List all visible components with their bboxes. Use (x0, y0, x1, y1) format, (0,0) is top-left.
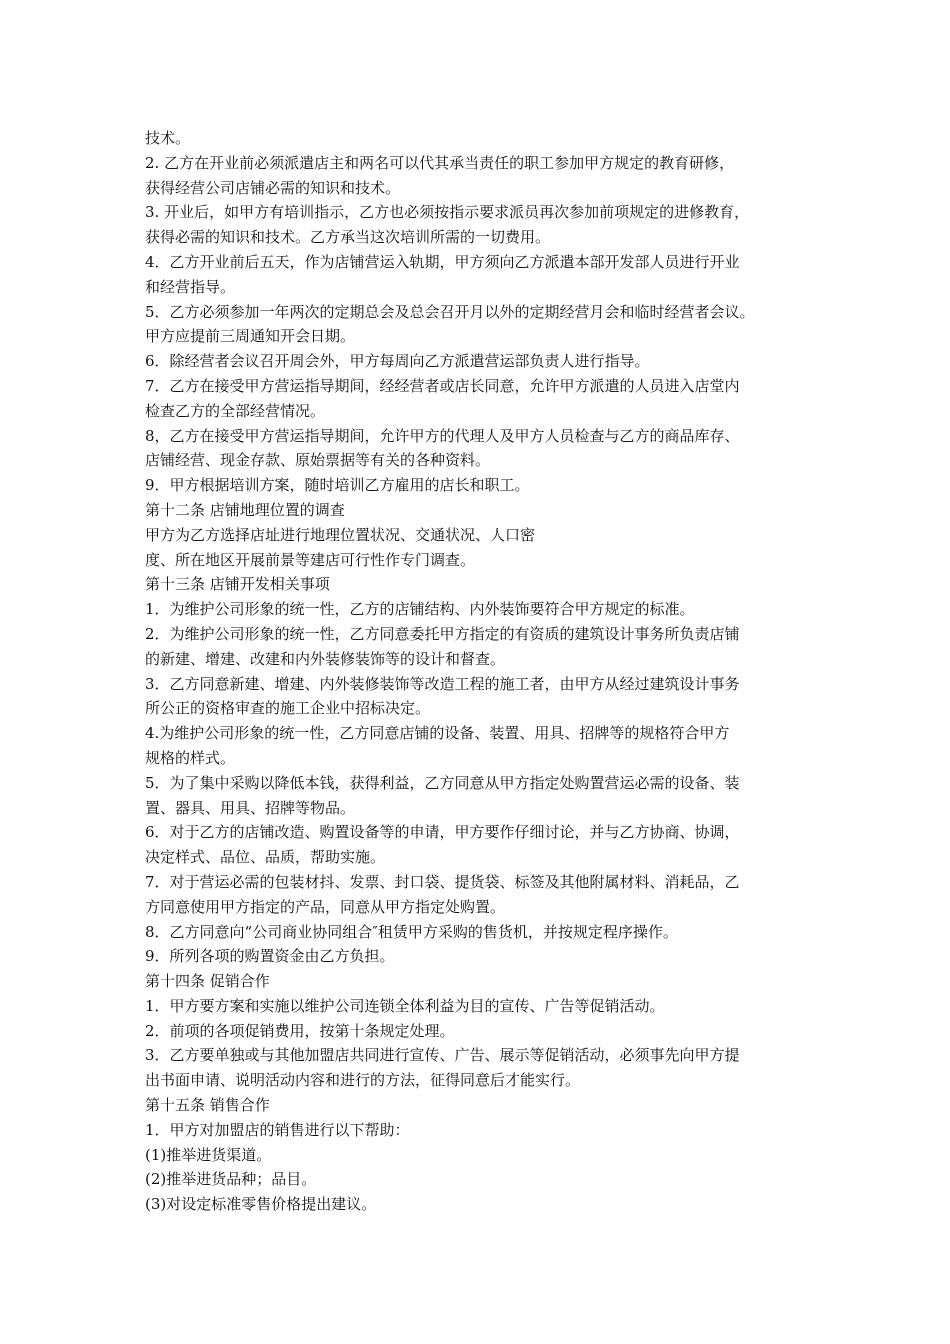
text-line: 检查乙方的全部经营情况。 (145, 401, 326, 420)
text-line: 5．为了集中采购以降低本钱，获得利益，乙方同意从甲方指定处购置营运必需的设备、装 (145, 773, 740, 792)
text-line: 规格的样式。 (145, 748, 236, 767)
text-line: 6．除经营者会议召开周会外，甲方每周向乙方派遣营运部负责人进行指导。 (145, 352, 650, 371)
text-line: 技术。 (145, 129, 191, 147)
document-body (145, 126, 825, 1217)
text-line: 决定样式、品位、品质，帮助实施。 (145, 848, 386, 867)
text-line: 4．乙方开业前后五天，作为店铺营运入轨期，甲方须向乙方派遣本部开发部人员进行开业 (145, 252, 740, 271)
section-heading: 第十五条 销售合作 (145, 1096, 270, 1115)
section-heading: 第十二条 店铺地理位置的调查 (145, 500, 345, 519)
text-line: 6．对于乙方的店铺改造、购置设备等的申请，甲方要作仔细讨论，并与乙方协商、协调， (145, 823, 740, 842)
text-line: 1．甲方要方案和实施以维护公司连锁全体利益为目的宣传、广告等促销活动。 (145, 996, 665, 1015)
text-line: 甲方应提前三周通知开会日期。 (145, 327, 356, 346)
text-line: 1．为维护公司形象的统一性，乙方的店铺结构、内外装饰要符合甲方规定的标准。 (145, 600, 695, 619)
text-line: 2. 乙方在开业前必须派遣店主和两名可以代其承当责任的职工参加甲方规定的教育研修， (145, 153, 735, 172)
section-heading: 第十三条 店铺开发相关事项 (145, 575, 330, 594)
text-line: 出书面申请、说明活动内容和进行的方法，征得同意后才能实行。 (145, 1071, 581, 1090)
text-line: 置、器具、用具、招牌等物品。 (145, 798, 356, 817)
text-line: 9．甲方根据培训方案，随时培训乙方雇用的店长和职工。 (145, 476, 530, 495)
text-line: 2．前项的各项促销费用，按第十条规定处理。 (145, 1021, 455, 1040)
text-line: 3．乙方同意新建、增建、内外装修装饰等改造工程的施工者，由甲方从经过建筑设计事务 (145, 674, 740, 693)
text-line: 的新建、增建、改建和内外装修装饰等的设计和督查。 (145, 649, 506, 668)
text-line: 3. 开业后，如甲方有培训指示，乙方也必须按指示要求派员再次参加前项规定的进修教育， (145, 203, 750, 222)
text-line: 所公正的资格审查的施工企业中招标决定。 (145, 699, 431, 718)
text-line: 8．乙方同意向“公司商业协同组合″租赁甲方采购的售货机，并按规定程序操作。 (145, 922, 678, 941)
section-heading: 第十四条 促销合作 (145, 972, 270, 991)
text-line: 7．乙方在接受甲方营运指导期间，经经营者或店长同意，允许甲方派遣的人员进入店堂内 (145, 376, 740, 395)
text-line: 度、所在地区开展前景等建店可行性作专门调查。 (145, 550, 476, 569)
text-line: 7．对于营运必需的包装材抖、发票、封口袋、提货袋、标签及其他附属材料、消耗品，乙 (145, 872, 740, 891)
text-line: 甲方为乙方选择店址进行地理位置状况、交通状况、人口密 (145, 525, 536, 544)
text-line: 2．为维护公司形象的统一性，乙方同意委托甲方指定的有资质的建筑设计事务所负责店铺 (145, 624, 740, 643)
text-line: (3)对设定标准零售价格提出建议。 (145, 1195, 377, 1214)
text-line: (1)推举进货渠道。 (145, 1145, 272, 1164)
text-line: 店铺经营、现金存款、原始票据等有关的各种资料。 (145, 451, 491, 470)
text-line: 9．所列各项的购置资金由乙方负担。 (145, 947, 395, 966)
text-line: 获得必需的知识和技术。乙方承当这次培训所需的一切费用。 (145, 228, 551, 247)
text-line: 方同意使用甲方指定的产品，同意从甲方指定处购置。 (145, 897, 506, 916)
text-line: 获得经营公司店铺必需的知识和技术。 (145, 178, 401, 197)
text-line: 4.为维护公司形象的统一性，乙方同意店铺的设备、装置、用具、招牌等的规格符合甲方 (145, 724, 730, 743)
text-line: (2)推举进货品种；品目。 (145, 1170, 317, 1189)
text-line: 8，乙方在接受甲方营运指导期间，允许甲方的代理人及甲方人员检查与乙方的商品库存、 (145, 426, 740, 445)
text-line: 和经营指导。 (145, 277, 236, 296)
text-line: 1．甲方对加盟店的销售进行以下帮助： (145, 1120, 410, 1139)
text-line: 5．乙方必须参加一年两次的定期总会及总会召开月以外的定期经营月会和临时经营者会议。 (145, 302, 755, 321)
text-line: 3．乙方要单独或与其他加盟店共同进行宣传、广告、展示等促销活动，必须事先向甲方提 (145, 1046, 740, 1065)
